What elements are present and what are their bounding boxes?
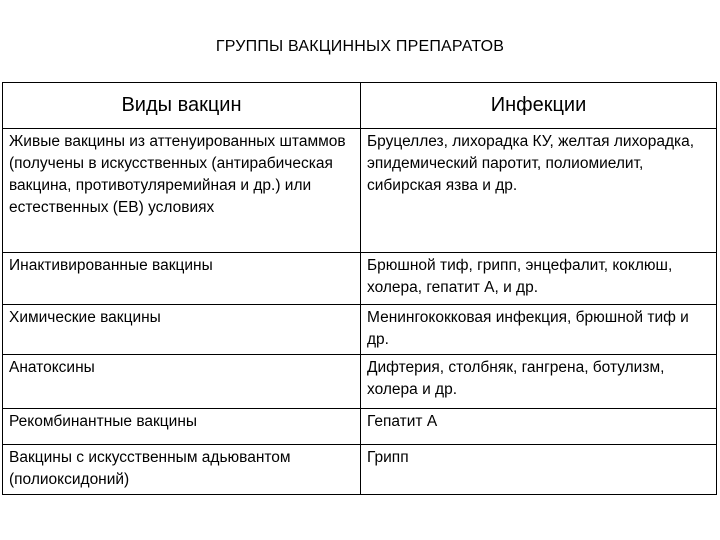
vaccine-type-cell: Живые вакцины из аттенуированных штаммов (получены в искусственных (антирабическая вакцина, противотуляремийная и др.) или естественных (ЕВ) условиях xyxy=(3,129,361,253)
vaccine-type-cell: Инактивированные вакцины xyxy=(3,253,361,305)
infections-cell: Бруцеллез, лихорадка КУ, желтая лихорадка, эпидемический паротит, полиомиелит, сибирская язва и др. xyxy=(361,129,717,253)
vaccine-groups-table xyxy=(2,82,717,495)
infections-cell: Менингококковая инфекция, брюшной тиф и др. xyxy=(361,305,717,355)
infections-cell: Дифтерия, столбняк, гангрена, ботулизм, холера и др. xyxy=(361,355,717,409)
vaccine-type-cell: Химические вакцины xyxy=(3,305,361,355)
page-title: ГРУППЫ ВАКЦИННЫХ ПРЕПАРАТОВ xyxy=(215,38,505,55)
column-header-vaccine-type: Виды вакцин xyxy=(3,83,361,129)
table-row xyxy=(3,355,717,409)
table-row xyxy=(3,253,717,305)
table-row xyxy=(3,129,717,253)
infections-cell: Брюшной тиф, грипп, энцефалит, коклюш, холера, гепатит А, и др. xyxy=(361,253,717,305)
infections-cell: Грипп xyxy=(361,445,717,495)
vaccine-type-cell: Рекомбинантные вакцины xyxy=(3,409,361,445)
table-row xyxy=(3,409,717,445)
table-row xyxy=(3,445,717,495)
infections-cell: Гепатит А xyxy=(361,409,717,445)
vaccine-type-cell: Анатоксины xyxy=(3,355,361,409)
table-header-row xyxy=(3,83,717,129)
table-row xyxy=(3,305,717,355)
vaccine-type-cell: Вакцины с искусственным адьювантом (полиоксидоний) xyxy=(3,445,361,495)
column-header-infections: Инфекции xyxy=(361,83,717,129)
